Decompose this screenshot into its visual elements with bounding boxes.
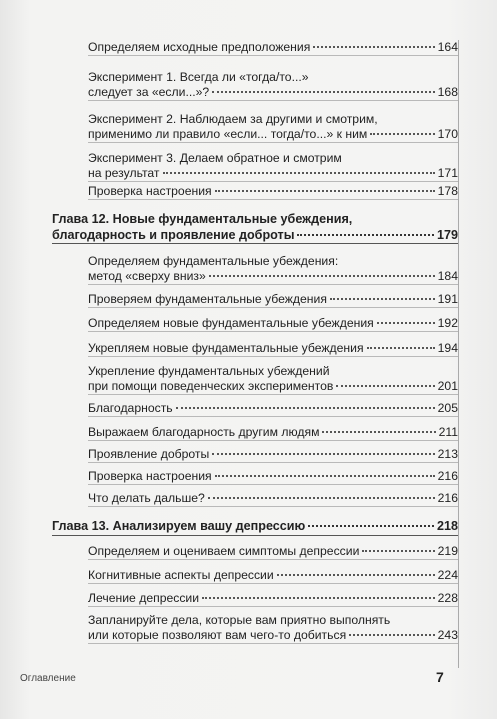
section-entry[interactable] (88, 40, 458, 56)
entry-page-number: 171 (437, 166, 458, 180)
leader-dots (349, 634, 434, 636)
entry-title-line: Определяем и оцениваем симптомы депрессии (88, 544, 360, 558)
entry-title-line: или которые позволяют вам чего-то добиться (88, 628, 347, 642)
entry-title-line: применимо ли правило «если... тогда/то...» к ним (88, 127, 368, 141)
leader-dots (370, 133, 434, 135)
entry-page-number: 218 (436, 519, 458, 533)
entry-page-number: 201 (437, 379, 458, 393)
section-entry[interactable] (88, 544, 458, 560)
leader-dots (212, 453, 434, 455)
section-entry[interactable] (88, 70, 458, 101)
entry-title-line: метод «сверху вниз» (88, 269, 206, 283)
entry-page-number: 216 (437, 469, 458, 483)
leader-dots (377, 322, 435, 324)
leader-dots (202, 597, 435, 599)
entry-title-line: на результат (88, 166, 160, 180)
entry-page-number: 170 (437, 127, 458, 141)
entry-page-number: 216 (437, 491, 458, 505)
entry-title-line: Определяем новые фундаментальные убеждения (88, 316, 374, 330)
leader-dots (313, 46, 434, 48)
entry-title-line: благодарность и проявление доброты (52, 227, 295, 242)
leader-dots (297, 234, 434, 236)
entry-page-number: 191 (437, 292, 458, 306)
entry-title-line: Эксперимент 2. Наблюдаем за другими и смотрим, (88, 112, 378, 126)
entry-title-line: следует за «если...»? (88, 85, 210, 99)
section-entry[interactable] (88, 568, 458, 584)
footer-label: Оглавление (20, 673, 76, 684)
entry-page-number: 178 (437, 184, 458, 198)
entry-title-line: Благодарность (88, 401, 173, 415)
section-entry[interactable] (88, 254, 458, 285)
section-entry[interactable] (88, 184, 458, 200)
entry-page-number: 184 (437, 269, 458, 283)
leader-dots (215, 475, 435, 477)
page-edge-rule (458, 40, 459, 668)
section-entry[interactable] (88, 613, 458, 644)
section-entry[interactable] (88, 364, 458, 395)
entry-page-number: 224 (437, 568, 458, 582)
entry-title-line: Проверка настроения (88, 469, 212, 483)
entry-page-number: 211 (438, 425, 458, 439)
entry-page-number: 168 (437, 85, 458, 99)
section-entry[interactable] (88, 292, 458, 308)
entry-title-line: Проверяем фундаментальные убеждения (88, 292, 327, 306)
section-entry[interactable] (88, 112, 458, 143)
leader-dots (209, 275, 435, 277)
entry-title-line: Эксперимент 3. Делаем обратное и смотрим (88, 151, 342, 165)
entry-page-number: 179 (436, 227, 458, 242)
entry-title-line: Определяем фундаментальные убеждения: (88, 254, 339, 268)
leader-dots (362, 550, 434, 552)
leader-dots (163, 172, 435, 174)
entry-page-number: 243 (437, 628, 458, 642)
entry-title-line: при помощи поведенческих экспериментов (88, 379, 334, 393)
section-entry[interactable] (88, 469, 458, 485)
leader-dots (277, 574, 435, 576)
entry-title-line: Когнитивные аспекты депрессии (88, 568, 274, 582)
leader-dots (215, 190, 435, 192)
entry-title-line: Проверка настроения (88, 184, 212, 198)
entry-title-line: Запланируйте дела, которые вам приятно выполнять (88, 613, 391, 627)
leader-dots (367, 347, 435, 349)
section-entry[interactable] (88, 151, 458, 182)
chapter-entry[interactable] (52, 212, 458, 244)
section-entry[interactable] (88, 491, 458, 507)
entry-page-number: 219 (437, 544, 458, 558)
leader-dots (308, 525, 434, 527)
section-entry[interactable] (88, 425, 458, 441)
leader-dots (336, 385, 434, 387)
entry-title-line: Лечение депрессии (88, 591, 200, 605)
chapter-entry[interactable] (52, 519, 458, 536)
entry-title-line: Укрепляем новые фундаментальные убеждения (88, 341, 364, 355)
section-entry[interactable] (88, 341, 458, 357)
section-entry[interactable] (88, 447, 458, 463)
entry-title-line: Выражаем благодарность другим людям (88, 425, 320, 439)
entry-title-line: Определяем исходные предположения (88, 40, 311, 54)
entry-title-line: Укрепление фундаментальных убеждений (88, 364, 330, 378)
leader-dots (208, 497, 435, 499)
leader-dots (322, 431, 435, 433)
leader-dots (212, 91, 434, 93)
page-number: 7 (436, 669, 444, 685)
leader-dots (330, 298, 435, 300)
section-entry[interactable] (88, 591, 458, 607)
entry-page-number: 228 (437, 591, 458, 605)
entry-page-number: 192 (437, 316, 458, 330)
entry-title-line: Глава 12. Новые фундаментальные убеждения, (52, 212, 353, 226)
section-entry[interactable] (88, 316, 458, 332)
section-entry[interactable] (88, 401, 458, 417)
entry-page-number: 194 (437, 341, 458, 355)
entry-page-number: 213 (437, 447, 458, 461)
entry-page-number: 164 (437, 40, 458, 54)
entry-title-line: Эксперимент 1. Всегда ли «тогда/то...» (88, 70, 309, 84)
entry-title-line: Что делать дальше? (88, 491, 205, 505)
leader-dots (176, 407, 435, 409)
entry-title-line: Проявление доброты (88, 447, 210, 461)
entry-page-number: 205 (437, 401, 458, 415)
entry-title-line: Глава 13. Анализируем вашу депрессию (52, 519, 306, 533)
